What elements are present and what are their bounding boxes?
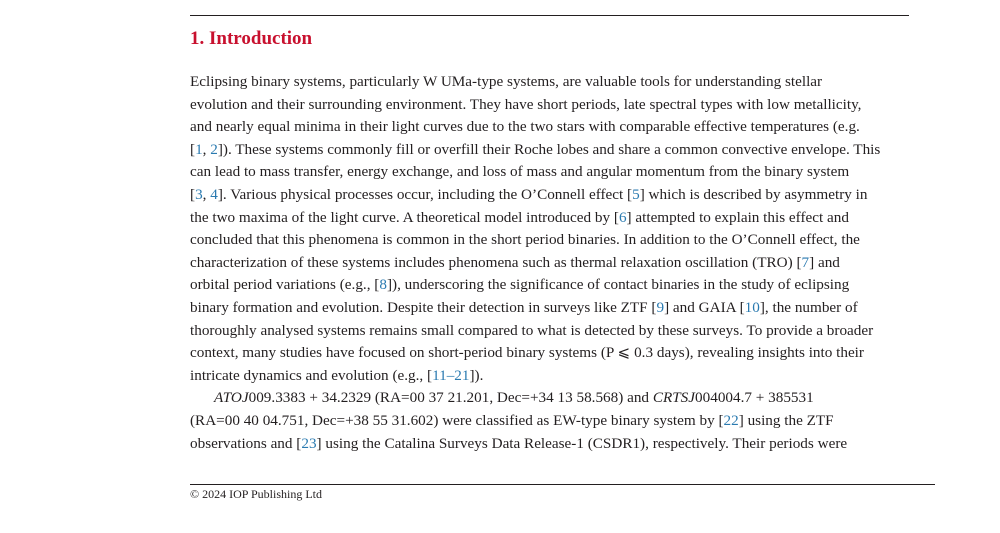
text-span: ], the number of — [759, 298, 858, 316]
text-span: , — [202, 140, 211, 158]
text-line — [190, 94, 935, 117]
text-span: characterization of these systems includes phenomena such as thermal relaxation oscillation (TRO) [ — [190, 253, 802, 271]
text-span: Eclipsing binary systems, particularly W UMa-type systems, are valuable tools for understanding stellar — [190, 73, 823, 90]
text-span: ] using the Catalina Surveys Data Release-1 (CSDR1), respectively. Their periods were — [316, 434, 848, 452]
text-line — [190, 387, 935, 410]
top-rule — [190, 15, 909, 16]
text-span: ] which is described by asymmetry in — [639, 185, 868, 203]
text-span: orbital period variations (e.g., [ — [190, 276, 380, 294]
citation-link[interactable]: 4 — [210, 185, 218, 203]
text-span: ]). — [469, 366, 484, 384]
object-name: ATOJ — [214, 389, 249, 407]
text-line — [190, 274, 935, 297]
text-span: ] attempted to explain this effect and — [626, 208, 849, 226]
body-text — [190, 71, 935, 455]
text-line — [190, 320, 935, 343]
text-span: evolution and their surrounding environment. They have short periods, late spectral types with low metallicity, — [190, 95, 862, 113]
citation-link[interactable]: 5 — [632, 185, 640, 203]
text-line — [190, 433, 935, 456]
text-span: [ — [190, 185, 196, 203]
citation-link[interactable]: 1 — [195, 140, 203, 158]
text-line — [190, 252, 935, 275]
text-span: ] and GAIA [ — [664, 298, 745, 316]
text-span: [ — [190, 140, 196, 158]
citation-link[interactable]: 11–21 — [432, 366, 470, 384]
text-span: ] and — [809, 253, 840, 271]
section-heading: 1. Introduction — [190, 28, 313, 49]
text-span: ] using the ZTF — [738, 411, 834, 429]
citation-link[interactable]: 2 — [210, 140, 218, 158]
citation-link[interactable]: 3 — [195, 185, 203, 203]
text-span: ]. Various physical processes occur, including the O’Connell effect [ — [217, 185, 633, 203]
text-span: and nearly equal minima in their light curves due to the two stars with comparable effective temperatures (e.g. — [190, 118, 860, 136]
text-line — [190, 116, 935, 139]
text-line — [190, 139, 935, 162]
text-span: concluded that this phenomena is common in the short period binaries. In addition to the O’Connell effect, the — [190, 231, 860, 249]
text-line — [190, 297, 935, 320]
text-span: binary formation and evolution. Despite their detection in surveys like ZTF [ — [190, 298, 657, 316]
citation-link[interactable]: 10 — [744, 298, 760, 316]
text-line — [190, 342, 935, 365]
text-line — [190, 184, 935, 207]
text-span: , — [202, 185, 211, 203]
text-span: the two maxima of the light curve. A theoretical model introduced by [ — [190, 208, 619, 226]
text-span: thoroughly analysed systems remains small compared to what is detected by these surveys. To provide a broader — [190, 321, 874, 339]
citation-link[interactable]: 8 — [379, 276, 387, 294]
text-line — [190, 161, 935, 184]
copyright-footer: © 2024 IOP Publishing Ltd — [190, 487, 323, 501]
text-line — [190, 410, 935, 433]
citation-link[interactable]: 9 — [656, 298, 665, 316]
text-span: ]), underscoring the significance of contact binaries in the study of eclipsing — [386, 276, 850, 294]
text-span: 009.3383 + 34.2329 (RA=00 37 21.201, Dec=+34 13 58.568) and — [248, 389, 653, 407]
footer-rule — [190, 484, 935, 485]
text-line — [190, 207, 935, 230]
text-line — [190, 71, 935, 94]
text-span: (RA=00 40 04.751, Dec=+38 55 31.602) were classified as EW-type binary system by [ — [190, 411, 724, 429]
citation-link[interactable]: 23 — [301, 434, 317, 452]
text-span: observations and [ — [190, 434, 302, 452]
text-span: can lead to mass transfer, energy exchange, and loss of mass and angular momentum from the binary system — [190, 163, 850, 181]
citation-link[interactable]: 7 — [801, 253, 810, 271]
text-span: intricate dynamics and evolution (e.g., [ — [190, 366, 433, 384]
citation-link[interactable]: 22 — [723, 411, 739, 429]
text-span: ]). These systems commonly fill or overfill their Roche lobes and share a common convective envelope. This — [217, 140, 881, 158]
text-span: 004004.7 + 385531 — [695, 389, 814, 407]
text-span: context, many studies have focused on short-period binary systems (P ⩽ 0.3 days), revealing insights into their — [190, 344, 864, 362]
citation-link[interactable]: 6 — [618, 208, 627, 226]
object-name: CRTSJ — [652, 389, 696, 407]
text-line — [190, 365, 935, 388]
text-line — [190, 229, 935, 252]
